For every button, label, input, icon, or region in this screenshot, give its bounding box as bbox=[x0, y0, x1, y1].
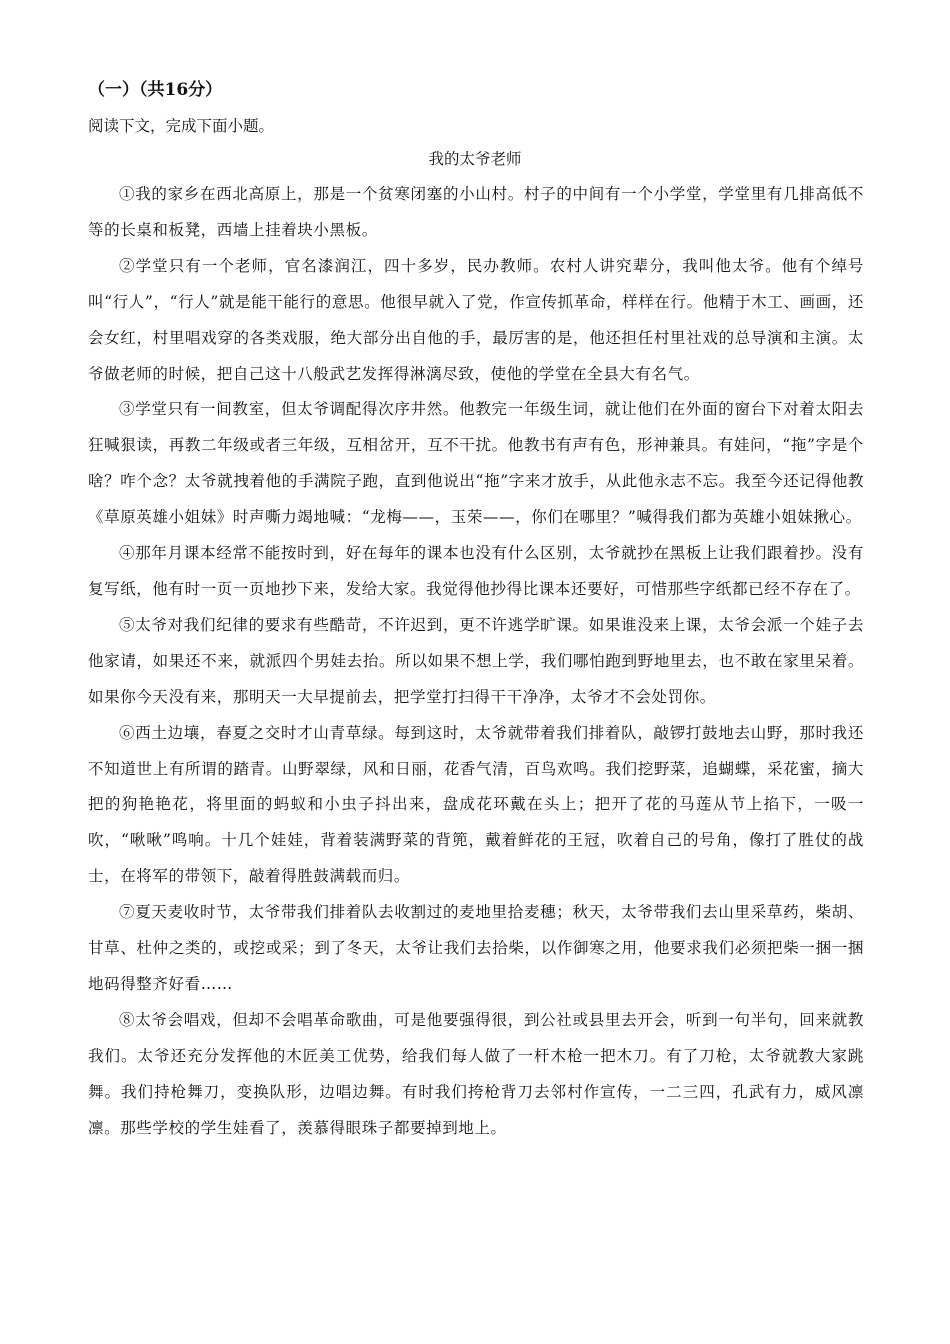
reading-instruction: 阅读下文，完成下面小题。 bbox=[88, 117, 275, 135]
paragraph-text: 学堂只有一间教室，但太爷调配得次序井然。他教完一年级生词，就让他们在外面的窗台下对着太阳去狂喊狠读，再教二年级或者三年级，互相岔开，互不干扰。他教书有声有色，形神兼具。有娃问，“拖”字是个啥？咋个念？太爷就拽着他的手满院子跑，直到他说出“拖”字来才放手，从此他永志不忘。我至今还记得他教《草原英雄小姐妹》时声嘶力竭地喊：“龙梅——，玉荣——，你们在哪里？”喊得我们都为英雄小姐妹揪心。 bbox=[88, 400, 864, 527]
paragraph-number: ⑧ bbox=[119, 1010, 136, 1029]
paragraph-text: 夏天麦收时节，太爷带我们排着队去收割过的麦地里拾麦穗；秋天，太爷带我们去山里采草药，柴胡、甘草、杜仲之类的，或挖或采；到了冬天，太爷让我们去拾柴，以作御寒之用，他要求我们必须把柴一捆一捆地码得整齐好看…… bbox=[88, 903, 864, 993]
paragraph-text: 太爷会唱戏，但却不会唱革命歌曲，可是他要强得很，到公社或县里去开会，听到一句半句，回来就教我们。太爷还充分发挥他的木匠美工优势，给我们每人做了一杆木枪一把木刀。有了刀枪，太爷就教大家跳舞。我们持枪舞刀，变换队形，边唱边舞。有时我们挎枪背刀去邻村作宣传，一二三四，孔武有力，威风凛凛。那些学校的学生娃看了，羡慕得眼珠子都要掉到地上。 bbox=[88, 1010, 864, 1137]
paragraph-text: 我的家乡在西北高原上，那是一个贫寒闭塞的小山村。村子的中间有一个小学堂，学堂里有几排高低不等的长桌和板凳，西墙上挂着块小黑板。 bbox=[88, 185, 864, 239]
paragraph-number: ② bbox=[119, 256, 136, 275]
paragraph-4 bbox=[88, 536, 864, 608]
paragraph-number: ① bbox=[119, 185, 136, 203]
paragraph-number: ⑥ bbox=[119, 723, 136, 742]
section-heading: （一）（共16分） bbox=[88, 80, 223, 100]
paragraph-text: 那年月课本经常不能按时到，好在每年的课本也没有什么区别，太爷就抄在黑板上让我们跟着抄。没有复写纸，他有时一页一页地抄下来，发给大家。我觉得他抄得比课本还要好，可惜那些字纸都已经不存在了。 bbox=[88, 544, 864, 598]
paragraph-6 bbox=[88, 716, 864, 896]
paragraph-number: ④ bbox=[119, 544, 136, 563]
paragraph-text: 太爷对我们纪律的要求有些酷苛，不许迟到，更不许逃学旷课。如果谁没来上课，太爷会派一个娃子去他家请，如果还不来，就派四个男娃去抬。所以如果不想上学，我们哪怕跑到野地里去，也不敢在家里呆着。如果你今天没有来，那明天一大早提前去，把学堂打扫得干干净净，太爷才不会处罚你。 bbox=[88, 615, 864, 706]
paragraph-3 bbox=[88, 392, 864, 536]
article-title: 我的太爷老师 bbox=[428, 150, 522, 168]
paragraph-text: 学堂只有一个老师，官名漆润江，四十多岁，民办教师。农村人讲究辈分，我叫他太爷。他有个绰号叫“行人”，“行人”就是能干能行的意思。他很早就入了党，作宣传抓革命，样样在行。他精于木工、画画，还会女红，村里唱戏穿的各类戏服，绝大部分出自他的手，最厉害的是，他还担任村里社戏的总导演和主演。太爷做老师的时候，把自己这十八般武艺发挥得淋漓尽致，使他的学堂在全县大有名气。 bbox=[88, 256, 864, 383]
paragraph-8 bbox=[88, 1003, 864, 1147]
paragraph-2 bbox=[88, 249, 864, 393]
paragraph-number: ⑦ bbox=[119, 903, 136, 922]
paragraph-7 bbox=[88, 895, 864, 1003]
paragraph-number: ③ bbox=[119, 400, 136, 419]
paragraph-5 bbox=[88, 608, 864, 716]
article-body bbox=[88, 177, 864, 1146]
paragraph-1 bbox=[88, 177, 864, 249]
paragraph-text: 西土边壤，春夏之交时才山青草绿。每到这时，太爷就带着我们排着队，敲锣打鼓地去山野，那时我还不知道世上有所谓的踏青。山野翠绿，风和日丽，花香气清，百鸟欢鸣。我们挖野菜，追蝴蝶，采花蜜，摘大把的狗艳艳花，将里面的蚂蚁和小虫子抖出来，盘成花环戴在头上；把开了花的马莲从节上掐下，一吸一吹，“啾啾”鸣响。十几个娃娃，背着装满野菜的背篼，戴着鲜花的王冠，吹着自己的号角，像打了胜仗的战士，在将军的带领下，敲着得胜鼓满载而归。 bbox=[88, 723, 864, 886]
paragraph-number: ⑤ bbox=[119, 615, 136, 634]
